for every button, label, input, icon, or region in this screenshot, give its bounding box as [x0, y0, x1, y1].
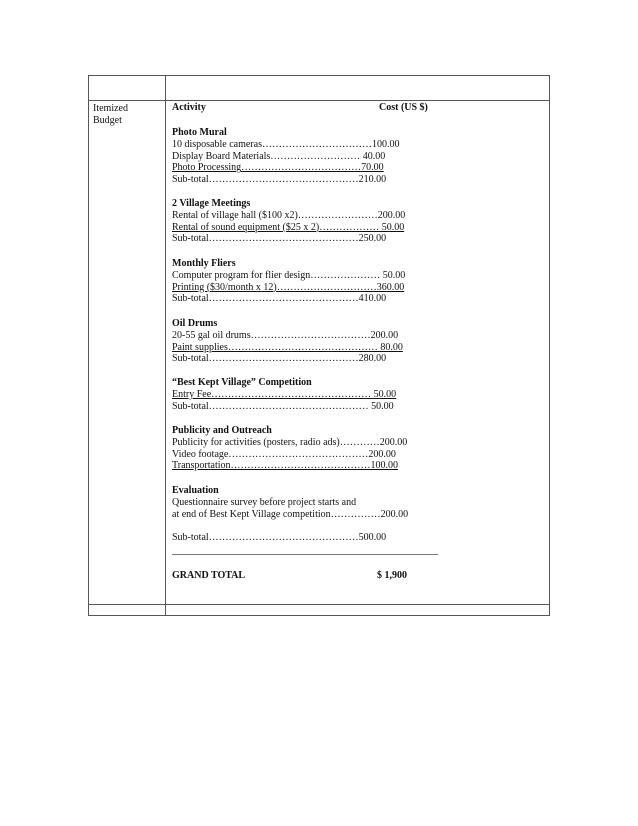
- line-item: Paint supplies……………………………………… 80.00: [172, 341, 403, 353]
- section-best-kept-village: [172, 377, 432, 412]
- subtotal-line: Sub-total………………………………………210.00: [172, 174, 387, 186]
- line-item: Transportation……………………………………100.00: [172, 460, 399, 472]
- table-cell: [166, 76, 550, 101]
- section-title: Monthly Fliers: [172, 258, 236, 269]
- subtotal-line: Sub-total………………………………………250.00: [172, 233, 387, 245]
- blank-line: [172, 520, 432, 532]
- grand-total-amount: $ 1,900: [377, 570, 407, 581]
- table-row: [89, 605, 550, 616]
- line-item: Rental of village hall ($100 x2)……………………200.00: [172, 209, 406, 221]
- line-item: Display Board Materials……………………… 40.00: [172, 150, 386, 162]
- section-title: 2 Village Meetings: [172, 198, 251, 209]
- line-item: Video footage……………………………………200.00: [172, 448, 396, 460]
- section-title: “Best Kept Village” Competition: [172, 377, 312, 388]
- line-item: 10 disposable cameras……………………………100.00: [172, 138, 400, 150]
- section-title: Publicity and Outreach: [172, 425, 272, 436]
- section-title: Evaluation: [172, 485, 219, 496]
- line-item: 20-55 gal oil drums………………………………200.00: [172, 329, 399, 341]
- section-title: Oil Drums: [172, 318, 218, 329]
- line-item: Photo Processing………………………………70.00: [172, 162, 384, 174]
- activity-header: Activity: [172, 102, 206, 113]
- budget-content-cell: [166, 101, 550, 605]
- line-item: at end of Best Kept Village competition……………200.00: [172, 508, 409, 520]
- grand-total-row: [172, 570, 432, 582]
- subtotal-line: Sub-total………………………………………280.00: [172, 353, 387, 365]
- table-row: [89, 101, 550, 605]
- line-item: Questionnaire survey before project starts and: [172, 496, 357, 508]
- divider: [172, 554, 438, 555]
- cost-header: Cost (US $): [379, 102, 428, 113]
- section-village-meetings: [172, 198, 432, 245]
- section-oil-drums: [172, 318, 432, 365]
- grand-total-label: GRAND TOTAL: [172, 570, 246, 581]
- line-item: Computer program for flier design………………… 50.00: [172, 269, 406, 281]
- table-cell: [166, 605, 550, 616]
- table-cell: [89, 76, 166, 101]
- label-line: Budget: [93, 115, 122, 126]
- budget-content: [172, 101, 549, 604]
- line-item: Rental of sound equipment ($25 x 2)……………… 50.00: [172, 221, 405, 233]
- itemized-budget-label: [89, 101, 166, 605]
- section-monthly-fliers: [172, 258, 432, 305]
- section-photo-mural: [172, 127, 432, 186]
- budget-table: [88, 75, 550, 616]
- subtotal-line: Sub-total………………………………………500.00: [172, 532, 387, 544]
- column-header: [172, 102, 452, 114]
- line-item: Printing ($30/month x 12)…………………………360.00: [172, 281, 405, 293]
- label-line: Itemized: [93, 103, 128, 114]
- line-item: Publicity for activities (posters, radio ads)…………200.00: [172, 436, 408, 448]
- table-cell: [89, 605, 166, 616]
- section-evaluation: [172, 485, 432, 544]
- section-publicity-outreach: [172, 425, 432, 472]
- table-row: [89, 76, 550, 101]
- subtotal-line: Sub-total………………………………………410.00: [172, 293, 387, 305]
- section-title: Photo Mural: [172, 127, 227, 138]
- line-item: Entry Fee………………………………………… 50.00: [172, 388, 397, 400]
- subtotal-line: Sub-total………………………………………… 50.00: [172, 400, 394, 412]
